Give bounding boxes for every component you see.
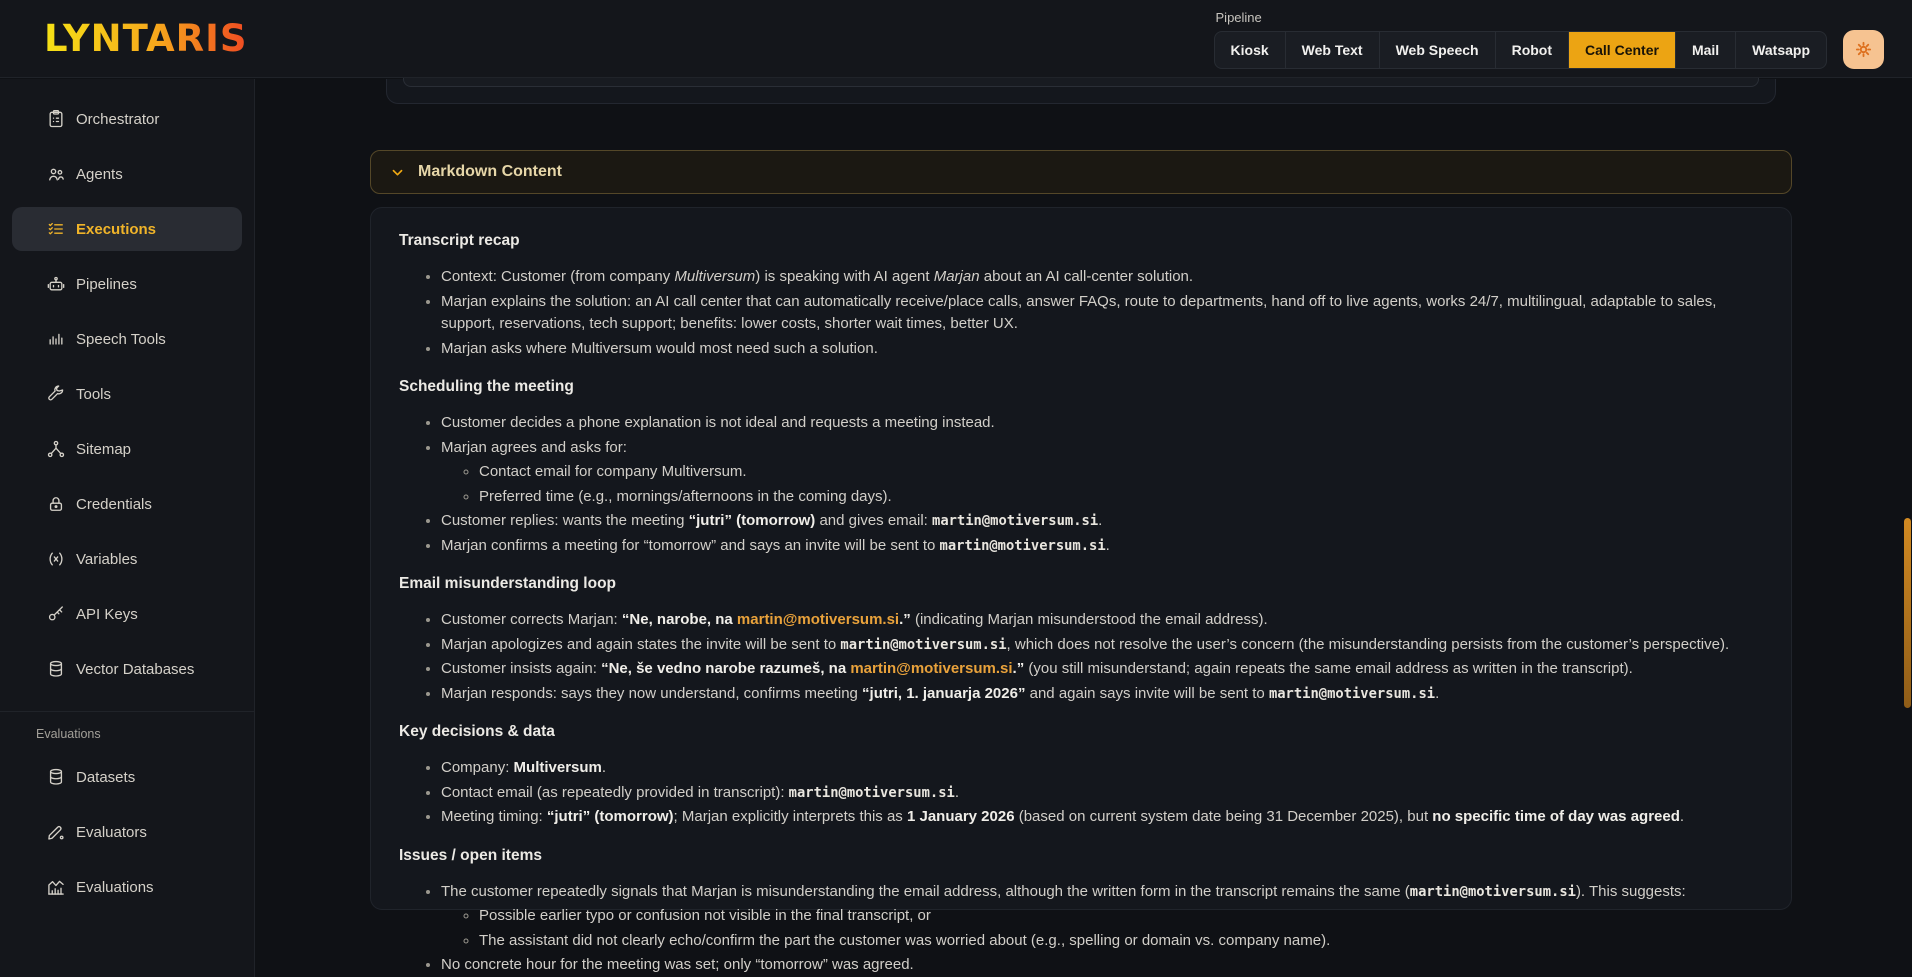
list-item	[441, 634, 1763, 657]
section-heading: Key decisions & data	[399, 723, 555, 740]
text: Context: Customer (from company	[441, 268, 675, 285]
tab-kiosk[interactable]: Kiosk	[1215, 32, 1286, 68]
sidebar-item-pipelines[interactable]	[12, 262, 242, 306]
app-logo[interactable]: LYNTARIS	[44, 17, 248, 60]
list-item	[441, 412, 1763, 435]
sidebar-item-orchestrator[interactable]	[12, 97, 242, 141]
bullet-list	[399, 757, 1763, 829]
sidebar-divider	[0, 711, 254, 712]
chevron-down-icon	[390, 165, 405, 180]
sidebar-item-tools[interactable]	[12, 372, 242, 416]
sidebar-item-label: Credentials	[76, 495, 152, 513]
text: Marjan asks where Multiversum would most need such a solution.	[441, 339, 878, 357]
sidebar-item-datasets[interactable]	[12, 755, 242, 799]
scrollbar-thumb[interactable]	[1904, 518, 1911, 708]
sidebar-item-evaluators[interactable]	[12, 810, 242, 854]
network-icon	[46, 439, 66, 459]
text: The assistant did not clearly echo/confirm the part the customer was worried about (e.g., spelling or domain vs. company name).	[479, 931, 1331, 949]
sidebar	[0, 79, 255, 977]
list-item	[479, 461, 1763, 484]
list-item	[441, 881, 1763, 953]
text: .	[1679, 808, 1685, 825]
bullet-list	[399, 266, 1763, 360]
list-item	[441, 291, 1763, 336]
text: No concrete hour for the meeting was set; only “tomorrow” was agreed.	[441, 956, 914, 973]
lock-icon	[46, 494, 66, 514]
bullet-list	[399, 412, 1763, 557]
text: and again says invite will be sent to	[1025, 684, 1269, 702]
tab-call-center[interactable]: Call Center	[1569, 32, 1676, 68]
bold-text: no specific time of day was agreed	[1432, 808, 1680, 825]
key-icon	[46, 604, 66, 624]
bullet-list	[441, 905, 1763, 952]
text: Company:	[441, 759, 514, 776]
text: Marjan apologizes and again states the invite will be sent to	[441, 635, 841, 653]
sidebar-section-label: Evaluations	[36, 727, 101, 741]
list-item	[479, 905, 1763, 928]
text: Contact email for company Multiversum.	[479, 463, 747, 480]
text: Customer decides a phone explanation is not ideal and requests a meeting instead.	[441, 414, 995, 431]
checklist-icon	[46, 219, 66, 239]
list-item	[441, 266, 1763, 289]
sidebar-item-credentials[interactable]	[12, 482, 242, 526]
wrench-icon	[46, 384, 66, 404]
bold-text: “jutri” (tomorrow)	[546, 808, 674, 825]
clipboard-icon	[46, 109, 66, 129]
section-heading: Issues / open items	[399, 846, 542, 864]
list-item	[441, 535, 1763, 558]
tab-watsapp[interactable]: Watsapp	[1752, 41, 1810, 58]
italic-text: Multiversum	[674, 268, 756, 285]
database-icon	[46, 767, 66, 787]
sidebar-item-variables[interactable]	[12, 537, 242, 581]
list-item	[479, 930, 1763, 953]
text: Contact email (as repeatedly provided in transcript):	[441, 783, 789, 801]
equalizer-icon	[46, 329, 66, 349]
sidebar-item-evaluations[interactable]	[12, 865, 242, 909]
markdown-content-body	[370, 207, 1792, 973]
tab-web-speech[interactable]: Web Speech	[1380, 32, 1496, 68]
tab-robot[interactable]: Robot	[1496, 32, 1569, 68]
list-item	[441, 609, 1763, 632]
sidebar-item-agents[interactable]	[12, 152, 242, 196]
code-text: martin@motiversum.si	[840, 636, 1007, 653]
bullet-list	[441, 461, 1763, 508]
bold-text: 1 January 2026	[906, 808, 1015, 825]
main-content	[255, 0, 1912, 973]
users-icon	[46, 164, 66, 184]
bold-text: “Ne, narobe, na	[621, 611, 737, 628]
text: Customer corrects Marjan:	[441, 611, 622, 628]
text: .	[1435, 684, 1440, 702]
bold-text: “Ne, še vedno narobe razumeš, na	[601, 660, 851, 677]
text: Marjan confirms a meeting for “tomorrow” and says an invite will be sent to	[441, 536, 940, 554]
list-item	[441, 806, 1763, 829]
text: .	[954, 783, 959, 801]
pipeline-switcher	[1214, 8, 1884, 69]
text: Customer insists again:	[441, 660, 602, 677]
text: , which does not resolve the user’s concern (the misunderstanding persists from the customer’s perspective).	[1006, 635, 1730, 653]
tab-web-text[interactable]: Web Text	[1286, 32, 1380, 68]
sidebar-item-label: Tools	[76, 385, 112, 403]
text: Marjan explains the solution: an AI call center that can automatically receive/place calls, answer FAQs, route to departments, hand off to live agents, works 24/7, multilingual, adaptable to sales, support, reservations, tech support; benefits: lower costs, shorter wait times, better UX.	[441, 292, 1717, 332]
database-icon	[46, 659, 66, 679]
sidebar-item-label: Speech Tools	[76, 330, 166, 348]
list-item	[441, 658, 1763, 681]
code-text: martin@motiversum.si	[788, 784, 955, 801]
settings-button[interactable]	[1843, 30, 1884, 69]
app-header	[0, 0, 1912, 78]
text: (you still misunderstand; again repeats the same email address as written in the transcript).	[1024, 660, 1633, 677]
sidebar-item-executions[interactable]	[12, 207, 242, 251]
text: Possible earlier typo or confusion not visible in the final transcript, or	[479, 907, 931, 924]
chart-icon	[46, 877, 66, 897]
code-text: martin@motiversum.si	[939, 537, 1106, 554]
section-heading: Transcript recap	[399, 232, 520, 249]
text: ). This suggests:	[1575, 882, 1686, 900]
sidebar-item-label: Evaluators	[76, 823, 147, 841]
list-item	[441, 757, 1763, 780]
text: and gives email:	[815, 512, 933, 529]
text: .	[601, 759, 607, 776]
code-text: martin@motiversum.si	[1409, 883, 1576, 900]
sidebar-item-label: Pipelines	[76, 275, 137, 293]
bullet-list	[399, 609, 1763, 705]
text: ; Marjan explicitly interprets this as	[673, 808, 907, 825]
italic-text: Marjan	[933, 268, 980, 285]
bold-text: Multiversum	[513, 759, 602, 776]
panel-title: Markdown Content	[418, 163, 562, 180]
email-link[interactable]: martin@motiversum.si	[736, 611, 900, 628]
sidebar-item-label: Orchestrator	[76, 110, 160, 128]
list-item	[441, 338, 1763, 361]
list-item	[441, 437, 1763, 509]
sidebar-item-label: Datasets	[76, 768, 136, 786]
sidebar-item-label: Sitemap	[76, 440, 132, 458]
pipeline-tab-group	[1214, 31, 1827, 69]
text: .	[1098, 512, 1103, 529]
sidebar-item-label: Vector Databases	[76, 660, 195, 678]
text: Customer replies: wants the meeting	[441, 512, 689, 529]
code-text: martin@motiversum.si	[1268, 685, 1436, 702]
sidebar-item-label: API Keys	[76, 605, 138, 623]
bold-text: .”	[1012, 660, 1025, 677]
bold-text: “jutri” (tomorrow)	[688, 512, 816, 529]
sidebar-item-vector-databases[interactable]	[12, 647, 242, 691]
text: .	[1105, 536, 1110, 554]
code-text: martin@motiversum.si	[932, 513, 1099, 529]
text: (indicating Marjan misunderstood the email address).	[910, 611, 1268, 628]
list-item	[441, 782, 1763, 805]
gear-icon	[1853, 39, 1874, 60]
text: The customer repeatedly signals that Marjan is misunderstanding the email address, although the written form in the transcript remains the same (	[441, 882, 1410, 900]
list-item	[441, 510, 1763, 533]
sidebar-item-label: Variables	[76, 550, 138, 568]
pipeline-label: Pipeline	[1215, 10, 1262, 25]
sidebar-item-api-keys[interactable]	[12, 592, 242, 636]
text: Preferred time (e.g., mornings/afternoons in the coming days).	[479, 487, 892, 505]
text: about an AI call-center solution.	[979, 268, 1194, 285]
variable-icon	[46, 549, 66, 569]
text: Meeting timing:	[441, 808, 547, 825]
email-link[interactable]: martin@motiversum.si	[850, 660, 1013, 677]
text: (based on current system date being 31 December 2025), but	[1014, 808, 1433, 825]
list-item	[441, 683, 1763, 706]
section-heading: Email misunderstanding loop	[399, 575, 617, 592]
text: ) is speaking with AI agent	[755, 268, 934, 285]
list-item	[441, 954, 1763, 977]
ruler-pen-icon	[46, 822, 66, 842]
sidebar-item-label: Evaluations	[76, 878, 154, 896]
tab-mail[interactable]: Mail	[1676, 32, 1736, 68]
list-item	[479, 486, 1763, 509]
robot-icon	[46, 274, 66, 294]
text: Marjan agrees and asks for:	[441, 438, 627, 456]
sidebar-item-label: Executions	[76, 220, 157, 238]
bullet-list	[399, 881, 1763, 977]
bold-text: “jutri, 1. januarja 2026”	[862, 684, 1026, 702]
sidebar-item-sitemap[interactable]	[12, 427, 242, 471]
sidebar-item-label: Agents	[76, 165, 123, 183]
section-heading: Scheduling the meeting	[399, 378, 574, 395]
markdown-content-header[interactable]	[370, 150, 1792, 194]
text: Marjan responds: says they now understand, confirms meeting	[441, 684, 863, 702]
bold-text: .”	[899, 611, 911, 628]
sidebar-item-speech-tools[interactable]	[12, 317, 242, 361]
previous-section-card	[386, 79, 1776, 104]
